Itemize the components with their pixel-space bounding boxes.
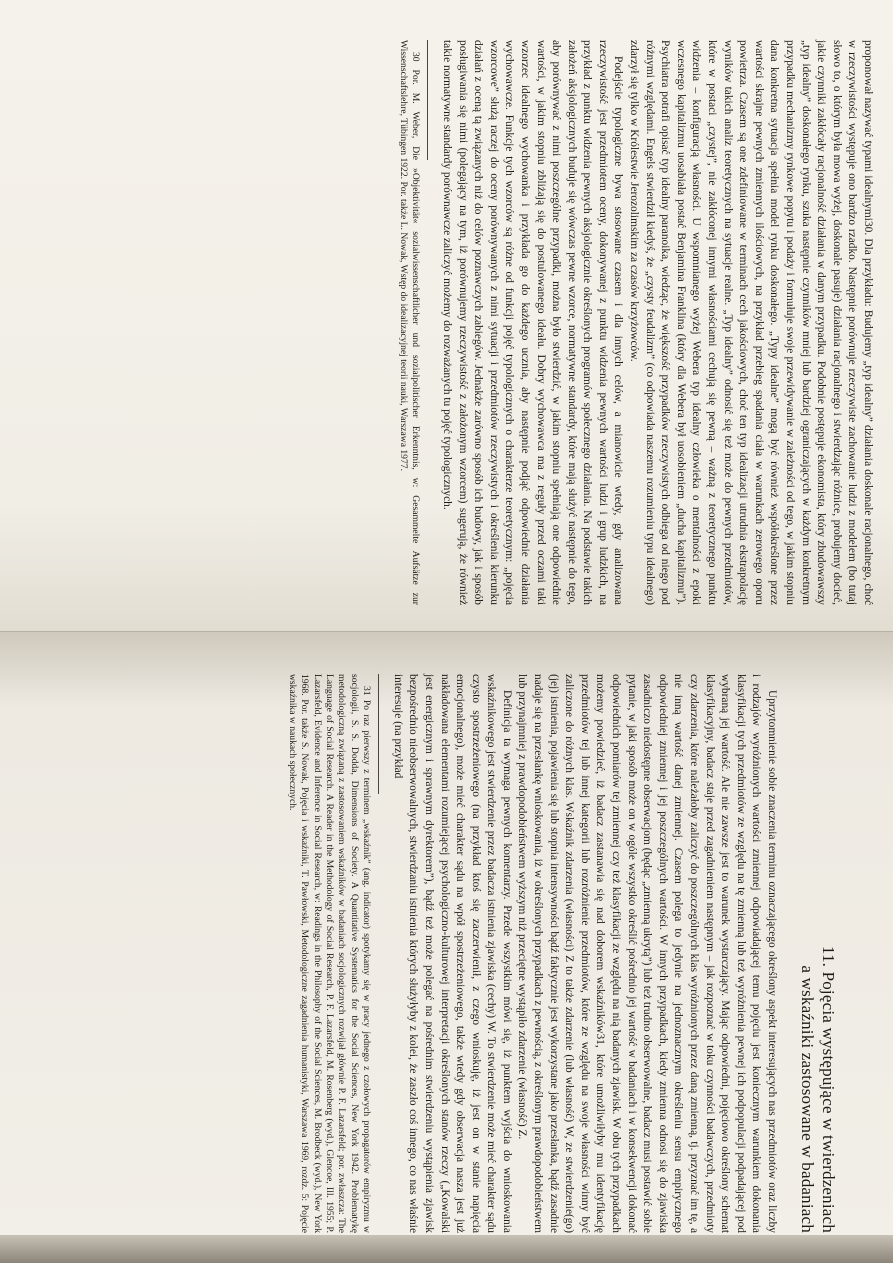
page-edge-shadow	[0, 1235, 893, 1263]
paragraph: Podejście typologiczne bywa stosowane czasem i dla innych celów, a mianowicie wtedy, gdy analizowana rzeczywistość jest przedmiotem oceny, dokonywanej z punktu widzenia pewnych wartości ludzi i grup ludzkich, na przykład z punktu widzenia pewnych aksjologicznie określonych programów społecznego działania. Na podstawie takich założeń aksjologicznych buduje się wówczas pewne wzorce, normatywne standardy, które mają służyć następnie do tego, aby porównywać z nimi poszczególne przypadki, można było stwierdzić, w jakim stopniu spełniają one odpowiednie wartości, w jakim stopniu zbliżają się do postulowanego ideału. Dobry wychowawca ma z reguły przed oczami taki wzorzec idealnego wychowanka i przykłada go do każdego ucznia, aby następnie podjąć odpowiednie działania wychowawcze. Funkcje tych wzorców są różne od funkcji pojęć typologicznych o charakterze teoretycznym: „pojęcia wzorcowe” służą raczej do oceny porównywanych z nimi sytuacji i przedmiotów rzeczywistych i określenia kierunku działań z oceną tą związanych niż do celów poznawczych zabiegów. Jednakże zarówno sposób ich budowy, jak i sposób posługiwania się nimi (polegający na tym, iż porównujemy rzeczywistość z założonym wzorcem) sugerują, że również takie normatywne standardy porównawcze zaliczyć możemy do rozważanych tu pojęć typologicznych.	[440, 40, 625, 605]
footnote-rule	[378, 674, 379, 794]
paragraph: proponował nazywać typami idealnymi30. Dla przykładu: Budujemy „typ idealny” działania doskonale racjonalnego, choć w rzeczywistości występuje ono bardzo rzadko. Następnie porównuje rzeczywiste zachowanie ludzi z modelem (bo tutaj słowo to, o którym była mowa wyżej, doskonale pasuje) działania racjonalnego i stwierdzając różnice, probujemy docieć, jakie czynniki zakłócały racjonalność działania w danym przypadku. Podobnie postępuje ekonomista, który zbudowawszy „typ idealny” doskonałego rynku, szuka następnie czynników mniej lub bardziej ograniczających w każdym konkretnym przypadku mechanizmy rynkowe popytu i podaży i formułuje swoje przewidywanie w zależności od tego, w jakim stopniu dana konkretna sytuacja spełnia model rynku doskonałego. „Typy idealne” mogą być również współokreślone przez wartości skrajne pewnych zmiennych ilościowych, na przykład przebieg spadania ciała w warunkach zerowego oporu powietrza. Czasem są one zdefiniowane w terminach cech jakościowych, choć ten typ idealizacji utrudnia ekstrapolację wyników takich analiz teoretycznych na sytuacje realne. „Typ idealny” odnosić się też może do pewnych przedmiotów, które w postaci „czystej”, nie zakłóconej innymi własnościami cechują się pewną – ważną z teoretycznego punktu widzenia – konfiguracją własności. U wspomnianego wyżej Webera typ idealny człowieka o mentalności z epoki wczesnego kapitalizmu uosabiała postać Benjamina Franklina (który dla Webera był uosobieniem „ducha kapitalizmu”). Psychiatra potrafi opisać typ idealny paranoika, wiedząc, że większość przypadków rzeczywistych odbiega od niego pod różnymi względami. Engels stwierdził kiedyś, że „czysty feudalizm” (co odpowiada naszemu rozumieniu typu idealnego) zdarzył się tylko w Królestwie Jerozolimskim za czasów krzyżowców.	[628, 40, 874, 605]
chapter-title-line: 11. Pojęcia występujące w twierdzeniach	[819, 945, 838, 1233]
chapter-title-line: a wskaźniki zastosowane w badaniach	[798, 965, 817, 1233]
paragraph: Uprzytomnienie sobie znaczenia terminu oznaczającego określony aspekt interesujących nas przedmiotów oraz liczby i rodzajów wyróżnionych wartości zmiennej odpowiadającej temu pojęciu jest koniecznym warunkiem dokonania klasyfikacji tych przedmiotów ze względu na tę zmienną lub też wyróżnienia pewnej ich podpopulacji podpadającej pod wybraną jej wartość. Ale nie zawsze jest to warunek wystarczający. Mając odpowiedni, pojęciowo określony schemat klasyfikacyjny, badacz staje przed zagadnieniem następnym – jak rozpoznać w toku czynności badawczych, przedmioty czy zdarzenia, które należałoby zaliczyć do poszczególnych klas wyróżnionych przez daną zmienną, tj. przyznać im tę, a nie inną wartość danej zmiennej. Czasem polega to jedynie na jednoznacznym określeniu sensu empirycznego odpowiedniej zmiennej i jej poszczególnych wartości. W innych przypadkach, kiedy zmienna odnosi się do zjawiska zasadniczo niedostępne obserwacjom (będąc „zmienną ukrytą”) lub też trudno obserwowalne, badacz musi postawić sobie pytanie, w jaki sposób może on w ogóle wszystko określić pośrednio jej wartość w badaniach i w konsekwencji dokonać odpowiednich pomiarów tej zmiennej czy też klasyfikacji ze względu na nią badanych zjawisk. W obu tych przypadkach możemy powiedzieć, iż badacz zastanawia się nad doborem wskaźników31, które umożliwiłyby mu identyfikację przedmiotów tej lub innej kategorii lub rozróżnienie przedmiotów, które ze względu na swoje własności winny być zaliczone do różnych klas. Wskaźnik zdarzenia (własności) Z to także zdarzenie (lub własność) W, ze stwierdzenie(go) (jej) istnienia, pojawienia się lub stopnia intensywności bądź faktycznie jest wykorzystane jako przesłanka, bądź zasadnie nadaje się na przesłankę wnioskowania, iż w określonych przypadkach z pewnością, z określonym prawdopodobieństwem lub przynajmniej z prawdopodobieństwem wyższym niż przeciętne wystąpiło zdarzenie (własność) Z.	[516, 674, 778, 1233]
chapter-title	[797, 674, 839, 1233]
right-page	[0, 632, 893, 1263]
footnote-rule	[427, 40, 428, 160]
left-page	[0, 0, 893, 631]
footnote: 31 Po raz pierwszy z terminem „wskaźnik” (ang. indicator) spotykamy się w pracy jednego z czołowych propagatorów empiryzmu w socjologii, S. S. Dodda, Dimensions of Society. A Quantitative Systematics for the Social Sciences, New York 1942. Problematykę metodologiczną związaną z zastosowaniem wskaźników w badaniach socjologicznych rozwijał głównie P. F. Lazarsfeld; por. zwłaszcza: The Language of Social Research. A Reader in the Methodology of Social Research, P. F. Lazarsfeld, M. Rosenberg (wyd.), Glencoe, Ill. 1955; P. Lazarsfeld, Evidence and Inference in Social Research, w: Readings in the Philosophy of the Social Sciences, M. Brodbeck (wyd.), New York 1968. Por. także S. Nowak, Pojęcia i wskaźniki, T. Pawłowski, Metodologiczne zagadnienia humanistyki, Warszawa 1969, rozdz. 5: Pojęcie wskaźnika w naukach społecznych.	[286, 674, 373, 1233]
paragraph: Definicja ta wymaga pewnych komentarzy. Przede wszystkim mówi się, iż punktem wyjścia do wnioskowania wskaźnikowego jest stwierdzenie przez badacza istnienia zjawiska (cechy) W. To stwierdzenie może mieć charakter sądu czysto spostrzeżeniowego (na przykład ktoś się zaczerwienił, z czego wnioskuję, iż jest on w stanie napięcia emocjonalnego), może mieć charakter sądu na wpół spostrzeżeniowego, także wtedy gdy obserwacja nasza jest już nakładowana elementami rozumiejącej psychologiczno-kulturowej interpretacji określonych stanów rzeczy („Kowalski jest energicznym i sprawnym dyrektorem”), bądź też może polegać na pośrednim stwierdzeniu wystąpienia zjawisk bezpośrednio nieobserwowalnych, stwierdzaniu istnienia których służyłyby z kolei, że zaszło coś innego, co nas właśnie interesuje (na przykład	[391, 674, 513, 1233]
footnote: 30 Por. M. Weber, Die »Objektivität« sozialwissenschaftlicher und sozialpolitischer Erkenntnis, w: Gesammelte Aufsätze zur Wissenschaftslehre, Tübingen 1922. Por. także L. Nowak, Wstęp do idealizacyjnej teorii nauki, Warszawa 1977.	[397, 40, 422, 605]
